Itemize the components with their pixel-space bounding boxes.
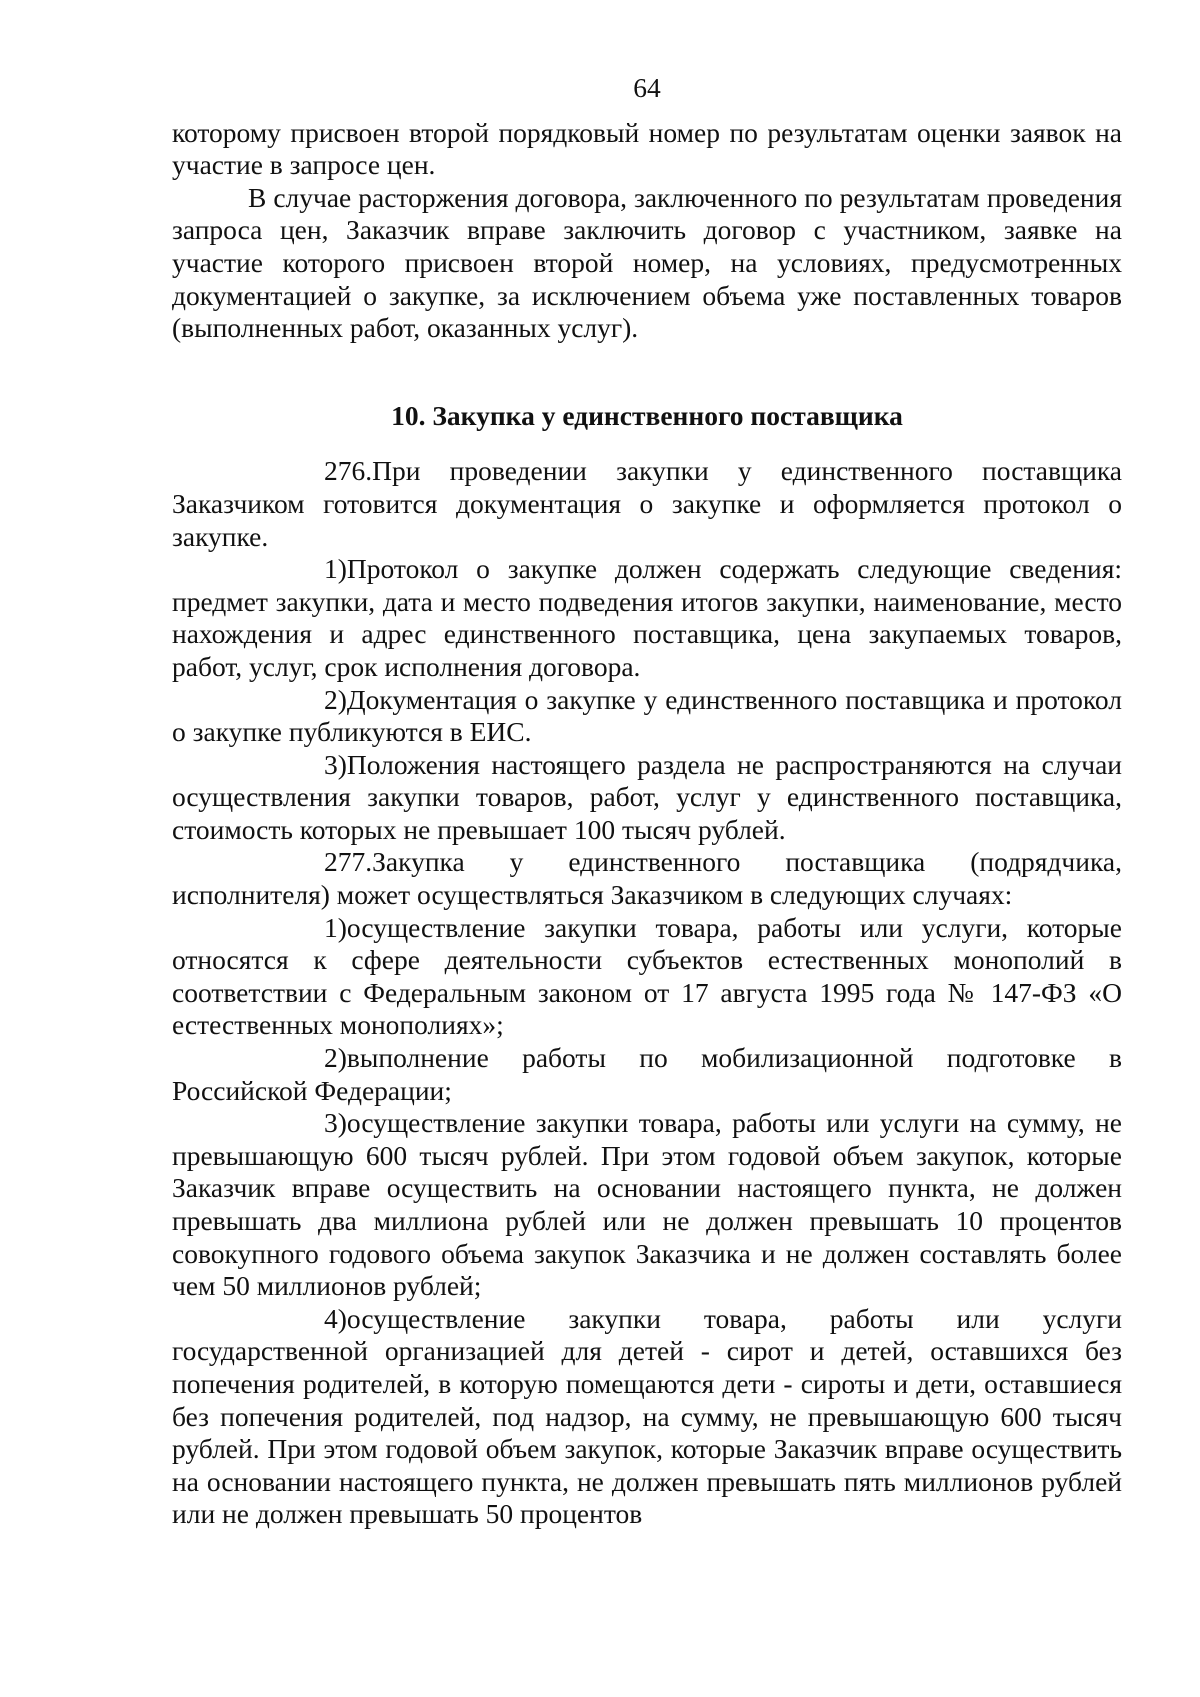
clause-text: Положения настоящего раздела не распространяются на случаи осуществления закупки товаров, работ, услуг у единственного поставщика, стоимость которых не превышает 100 тысяч рублей. — [172, 748, 1122, 845]
clause-text: осуществление закупки товара, работы или услуги, которые относятся к сфере деятельности субъектов естественных монополий в соответствии с Федеральным законом от 17 августа 1995 года № 147-ФЗ «О естественных монополиях»; — [172, 911, 1122, 1041]
clause-text: выполнение работы по мобилизационной подготовке в Российской Федерации; — [172, 1042, 1122, 1106]
paragraph-termination: В случае расторжения договора, заключенного по результатам проведения запроса цен, Заказчик вправе заключить договор с участником, заявке на участие которого присвоен второй номер, на условиях, предусмотренных документацией о закупке, за исключением объема уже поставленных товаров (выполненных работ, оказанных услуг). — [172, 181, 1122, 344]
clause-number: 1) — [324, 911, 347, 943]
subclause-277-3 — [172, 1107, 1122, 1303]
document-page — [172, 72, 1122, 1531]
clause-number: 1) — [324, 553, 347, 585]
subclause-277-4 — [172, 1303, 1122, 1531]
clause-text: Протокол о закупке должен содержать следующие сведения: предмет закупки, дата и место подведения итогов закупки, наименование, место нахождения и адрес единственного поставщика, цена закупаемых товаров, работ, услуг, срок исполнения договора. — [172, 553, 1122, 682]
clause-number: 4) — [324, 1302, 347, 1334]
paragraph-continuation: которому присвоен второй порядковый номер по результатам оценки заявок на участие в запросе цен. — [172, 116, 1122, 181]
subclause-276-3 — [172, 749, 1122, 847]
clause-number: 277. — [324, 846, 373, 878]
subclause-277-2 — [172, 1042, 1122, 1107]
clause-number: 276. — [324, 455, 373, 487]
clause-text: Закупка у единственного поставщика (подрядчика, исполнителя) может осуществляться Заказчиком в следующих случаях: — [172, 846, 1122, 911]
subclause-277-1 — [172, 912, 1122, 1042]
clause-276 — [172, 455, 1122, 553]
clause-text: осуществление закупки товара, работы или услуги государственной организацией для детей - сирот и детей, оставшихся без попечения родителей, в которую помещаются дети - сироты и дети, оставшиеся без попечения родителей, под надзор, на сумму, не превышающую 600 тысяч рублей. При этом годовой объем закупок, которые Заказчик вправе осуществить на основании настоящего пункта, не должен превышать пять миллионов рублей или не должен превышать 50 процентов — [172, 1302, 1122, 1530]
clause-number: 2) — [324, 683, 347, 715]
clause-number: 3) — [324, 748, 347, 780]
clause-number: 3) — [324, 1107, 347, 1139]
subclause-276-2 — [172, 684, 1122, 749]
subclause-276-1 — [172, 553, 1122, 683]
clause-text: При проведении закупки у единственного поставщика Заказчиком готовится документация о закупке и оформляется протокол о закупке. — [172, 455, 1122, 552]
clause-text: Документация о закупке у единственного поставщика и протокол о закупке публикуются в ЕИС. — [172, 683, 1122, 748]
page-number: 64 — [633, 72, 661, 103]
clause-number: 2) — [324, 1042, 347, 1074]
clause-277 — [172, 846, 1122, 911]
section-heading: 10. Закупка у единственного поставщика — [391, 399, 903, 431]
clause-text: осуществление закупки товара, работы или услуги на сумму, не превышающую 600 тысяч рублей. При этом годовой объем закупок, которые Заказчик вправе осуществить на основании настоящего пункта, не должен превышать два миллиона рублей или не должен превышать 10 процентов совокупного годового объема закупок Заказчика и не должен составлять более чем 50 миллионов рублей; — [172, 1107, 1122, 1302]
